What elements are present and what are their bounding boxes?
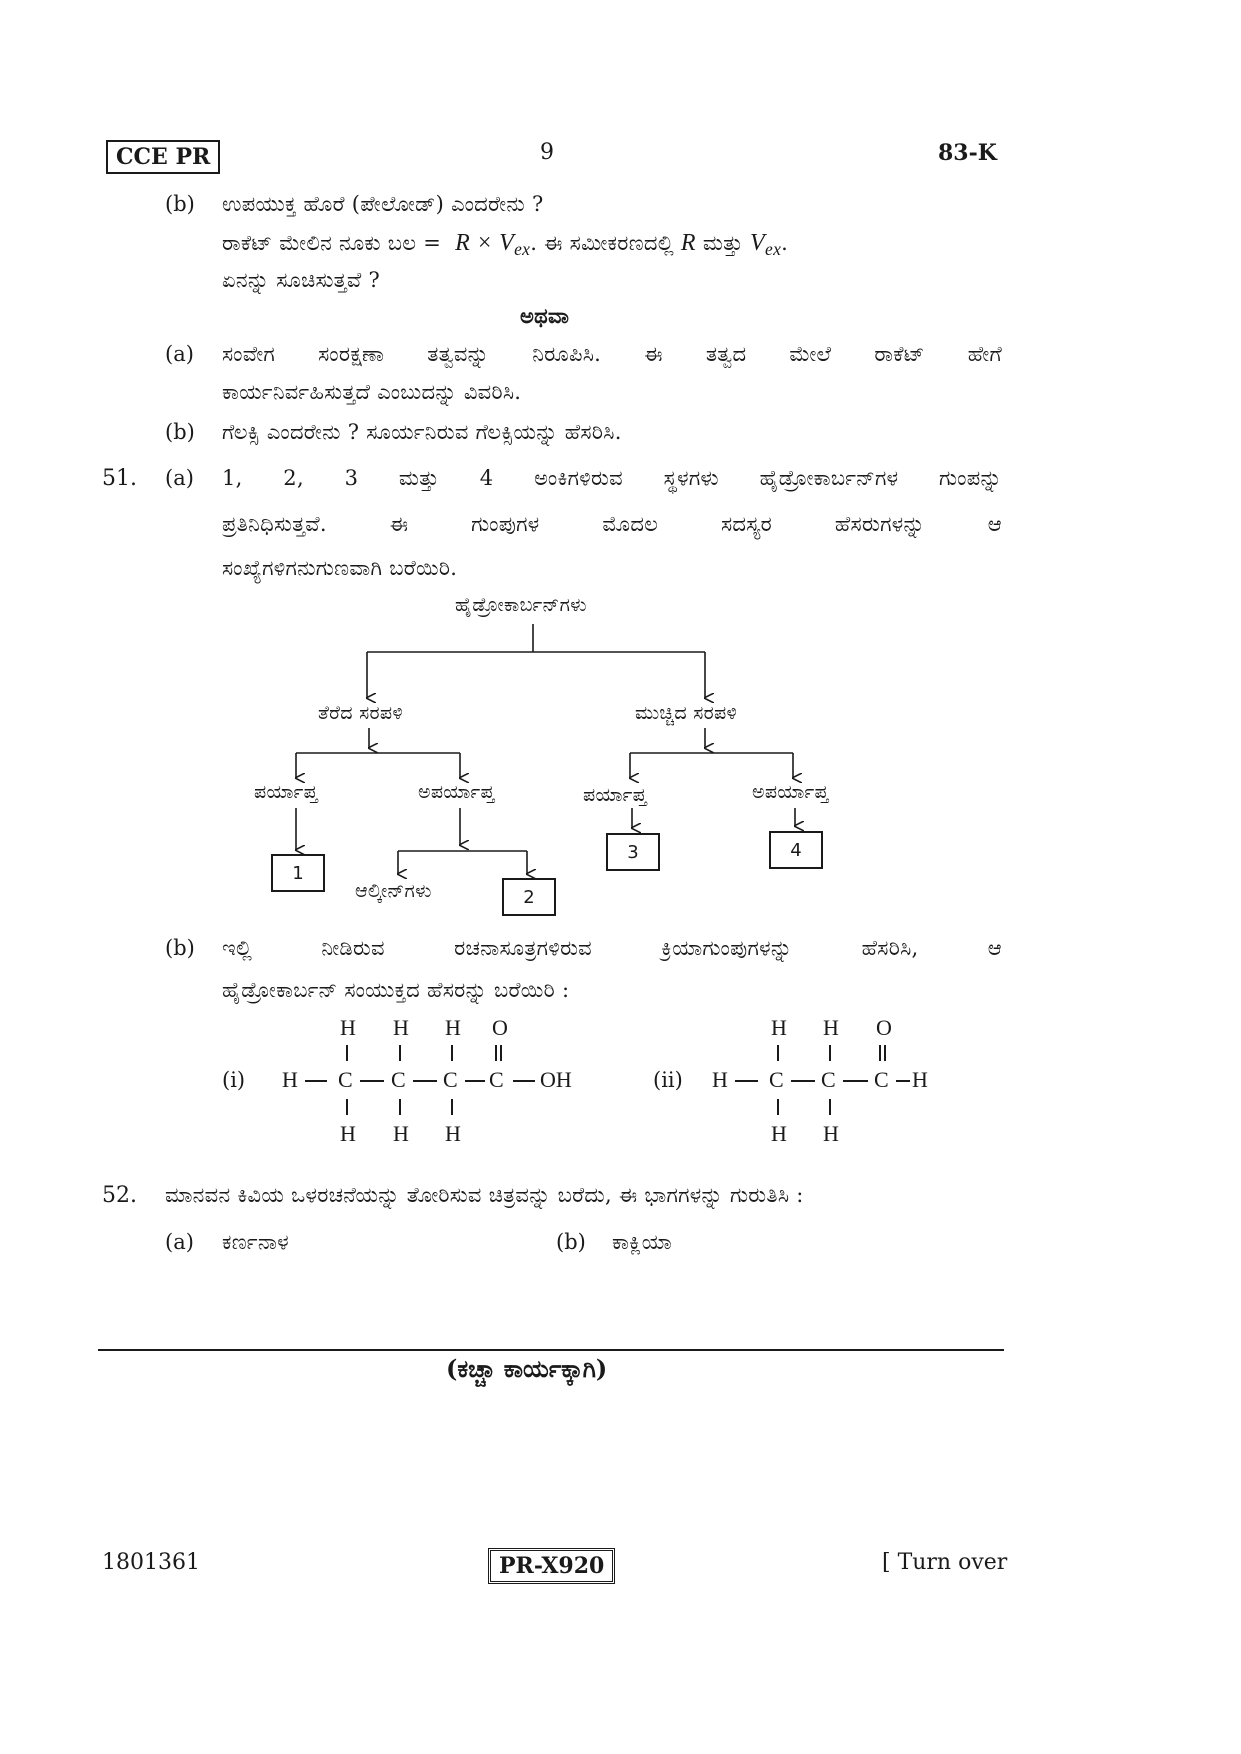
q51-b-line2: ಹೈಡ್ರೋಕಾರ್ಬನ್ ಸಂಯುಕ್ತದ ಹೆಸರನ್ನು ಬರೆಯಿರಿ : [222,978,570,1002]
answer-box-2: 2 [502,878,556,916]
tree-root-label: ಹೈಡ್ರೋಕಾರ್ಬನ್‌ಗಳು [455,594,587,616]
q52-a-text: ಕರ್ಣನಾಳ [222,1230,289,1254]
tree-open-saturated-label: ಪರ್ಯಾಪ್ತ [254,781,318,803]
structure-i: H H H O H C C C C OH H H H [282,1015,572,1146]
tree-open-unsaturated-label: ಅಪರ್ಯಾಪ್ತ [418,781,495,803]
footer-serial: 1801361 [102,1550,200,1575]
q51-b-label: (b) [165,936,195,960]
q50alt-a-label: (a) [165,342,194,366]
answer-box-3: 3 [606,833,660,871]
q50b-line2: ರಾಕೆಟ್ ಮೇಲಿನ ನೂಕು ಬಲ = $R \times V_{ex}$. ಈ ಸಮೀಕರಣದಲ್ಲಿ R ಮತ್ತು $V_{ex}$. [222,230,789,260]
structure-ii: H H O H C C C H H H [712,1015,928,1146]
tree-closed-unsaturated-label: ಅಪರ್ಯಾಪ್ತ [752,781,829,803]
q52-b-label: (b) [556,1230,586,1254]
tree-closed-saturated-label: ಪರ್ಯಾಪ್ತ [583,784,647,806]
q50alt-a-line2: ಕಾರ್ಯನಿರ್ವಹಿಸುತ್ತದೆ ಎಂಬುದನ್ನು ವಿವರಿಸಿ. [222,380,522,404]
paper-code-header: 83-K [938,140,997,166]
q50b-line3: ಏನನ್ನು ಸೂಚಿಸುತ್ತವೆ ? [222,268,381,292]
footer-paper-code: PR-X920 [488,1548,615,1584]
q50alt-a-line1: ಸಂವೇಗ ಸಂರಕ್ಷಣಾ ತತ್ವವನ್ನು ನಿರೂಪಿಸಿ. ಈ ತತ್ವದ ಮೇಲೆ ರಾಕೆಟ್ ಹೇಗೆ [222,342,1002,366]
struct-i-label: (i) [222,1068,246,1092]
q51-b-line1: ಇಲ್ಲಿ ನೀಡಿರುವ ರಚನಾಸೂತ್ರಗಳಿರುವ ಕ್ರಿಯಾಗುಂಪುಗಳನ್ನು ಹೆಸರಿಸಿ, ಆ [222,936,1002,960]
header-tag: CCE PR [106,140,220,174]
answer-box-4: 4 [769,831,823,869]
q51-a-label: (a) [165,466,194,490]
q52-b-text: ಕಾಕ್ಲಿಯಾ [612,1230,672,1254]
q52-a-label: (a) [165,1230,194,1254]
or-label: ಅಥವಾ [520,303,570,328]
q51-a-line1: 1, 2, 3 ಮತ್ತು 4 ಅಂಕಿಗಳಿರುವ ಸ್ಥಳಗಳು ಹೈಡ್ರೋಕಾರ್ಬನ್‌ಗಳ ಗುಂಪನ್ನು [222,466,1002,490]
q52-number: 52. [102,1183,137,1208]
tree-alkenes-label: ಆಲ್ಕೀನ್‌ಗಳು [355,880,432,902]
q50alt-b-label: (b) [165,420,195,444]
q51-a-line3: ಸಂಖ್ಯೆಗಳಿಗನುಗುಣವಾಗಿ ಬರೆಯಿರಿ. [222,556,458,580]
q50b-label: (b) [165,192,195,216]
rough-work-label: (ಕಚ್ಚಾ ಕಾರ್ಯಕ್ಕಾಗಿ) [446,1354,608,1383]
footer-turn-over: [ Turn over [882,1550,1008,1575]
page-number: 9 [540,140,554,165]
struct-ii-label: (ii) [653,1068,683,1092]
q50alt-b-line: ಗೆಲಕ್ಸಿ ಎಂದರೇನು ? ಸೂರ್ಯನಿರುವ ಗೆಲಕ್ಸಿಯನ್ನು ಹೆಸರಿಸಿ. [222,420,622,444]
page-divider [98,1349,1004,1351]
answer-box-1: 1 [271,854,325,892]
q51-a-line2: ಪ್ರತಿನಿಧಿಸುತ್ತವೆ. ಈ ಗುಂಪುಗಳ ಮೊದಲ ಸದಸ್ಯರ ಹೆಸರುಗಳನ್ನು ಆ [222,512,1002,536]
q51-number: 51. [102,466,137,491]
tree-closed-chain-label: ಮುಚ್ಚಿದ ಸರಪಳಿ [635,702,738,724]
tree-open-chain-label: ತೆರೆದ ಸರಪಳಿ [318,702,404,724]
q52-line: ಮಾನವನ ಕಿವಿಯ ಒಳರಚನೆಯನ್ನು ತೋರಿಸುವ ಚಿತ್ರವನ್ನು ಬರೆದು, ಈ ಭಾಗಗಳನ್ನು ಗುರುತಿಸಿ : [165,1183,804,1207]
q50b-line1: ಉಪಯುಕ್ತ ಹೊರೆ (ಪೇಲೋಡ್) ಎಂದರೇನು ? [222,192,544,216]
